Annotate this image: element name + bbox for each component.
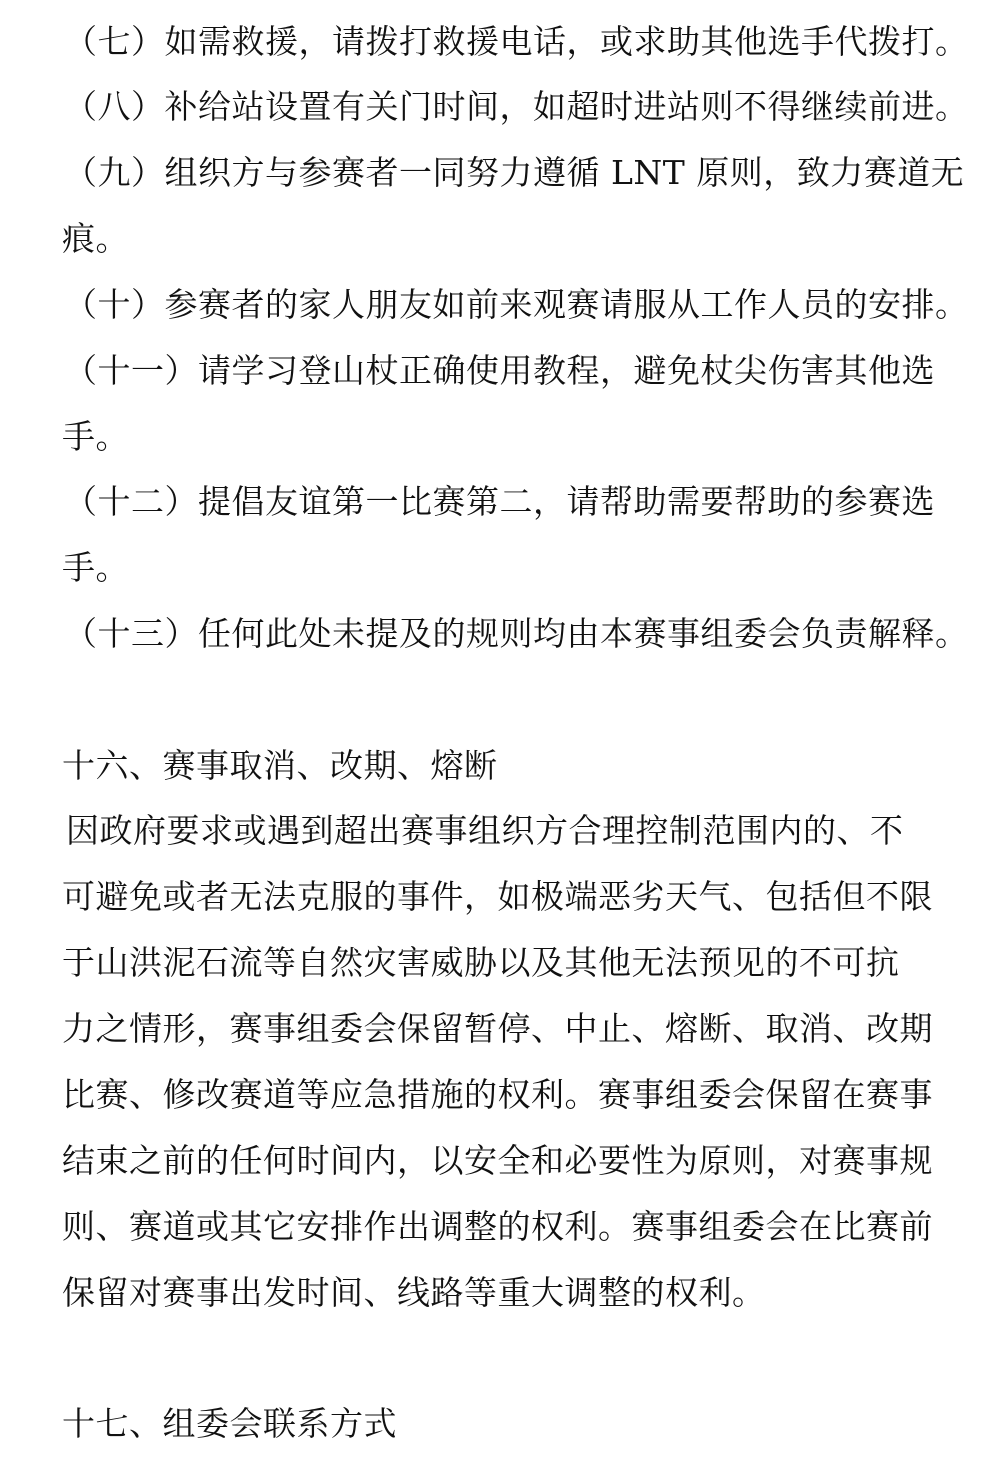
rule-11-line-1: （十一）请学习登山杖正确使用教程，避免杖尖伤害其他选 [64,351,935,390]
rule-12-line-1: （十二）提倡友谊第一比赛第二，请帮助需要帮助的参赛选 [64,482,935,521]
rule-10-line-1: （十）参赛者的家人朋友如前来观赛请服从工作人员的安排。 [64,285,969,324]
section-16-paragraph-line-4: 力之情形，赛事组委会保留暂停、中止、熔断、取消、改期 [62,1009,933,1048]
section-16-paragraph-line-1: 因政府要求或遇到超出赛事组织方合理控制范围内的、不 [66,811,904,850]
rule-12-line-2: 手。 [62,548,129,587]
section-16-paragraph-line-6: 结束之前的任何时间内，以安全和必要性为原则，对赛事规 [62,1141,933,1180]
section-16-paragraph-line-5: 比赛、修改赛道等应急措施的权利。赛事组委会保留在赛事 [62,1075,933,1114]
section-16-paragraph-line-3: 于山洪泥石流等自然灾害威胁以及其他无法预见的不可抗 [62,943,900,982]
rule-8-line-1: （八）补给站设置有关门时间，如超时进站则不得继续前进。 [64,87,969,126]
section-17-heading: 十七、组委会联系方式 [62,1404,397,1443]
rule-7-line-1: （七）如需救援，请拨打救援电话，或求助其他选手代拨打。 [64,22,969,61]
rule-9-line-2: 痕。 [62,219,129,258]
rule-13-line-1: （十三）任何此处未提及的规则均由本赛事组委会负责解释。 [64,614,969,653]
section-16-paragraph-line-2: 可避免或者无法克服的事件，如极端恶劣天气、包括但不限 [62,877,933,916]
rule-11-line-2: 手。 [62,417,129,456]
section-16-heading: 十六、赛事取消、改期、熔断 [62,746,498,785]
rule-9-line-1: （九）组织方与参赛者一同努力遵循 LNT 原则，致力赛道无 [64,153,965,192]
section-16-paragraph-line-7: 则、赛道或其它安排作出调整的权利。赛事组委会在比赛前 [62,1207,933,1246]
section-16-paragraph-line-8: 保留对赛事出发时间、线路等重大调整的权利。 [62,1273,766,1312]
